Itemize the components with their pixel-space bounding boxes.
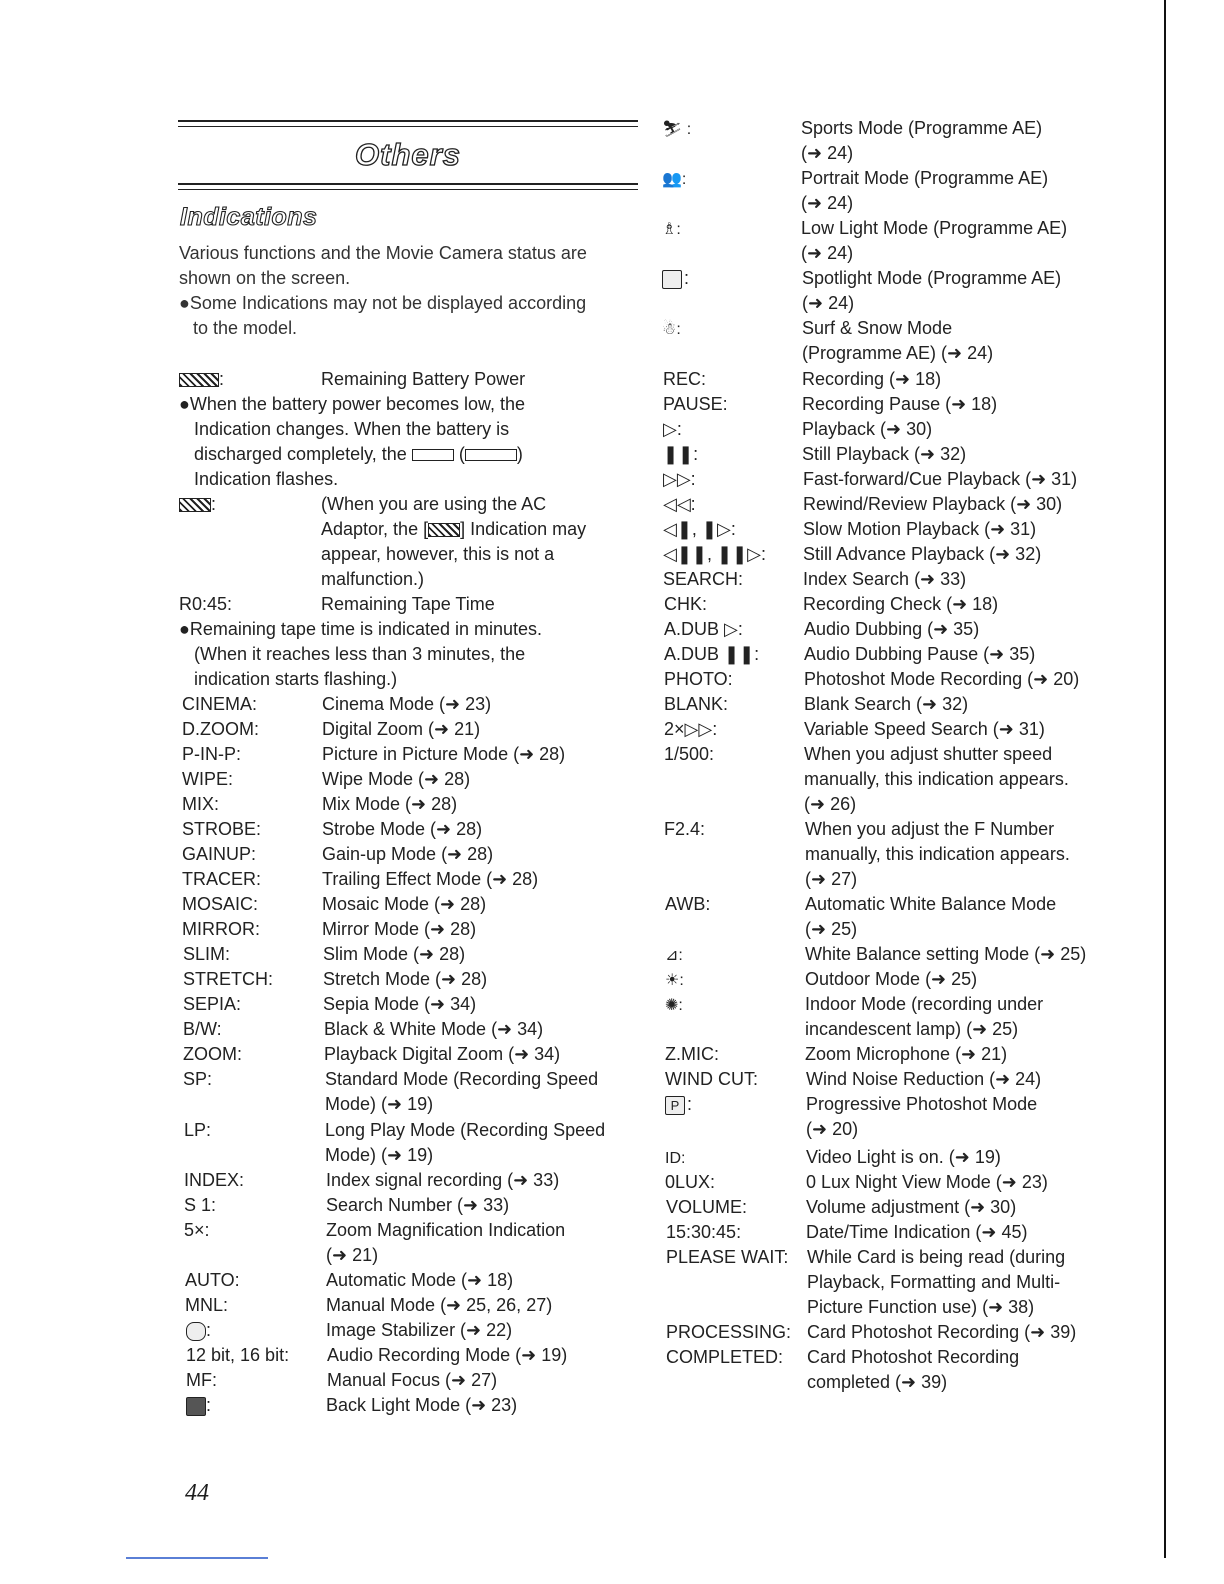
indication-desc: Slow Motion Playback (➜ 31) [803,519,1037,539]
icon-glyph: 👥: [662,171,687,188]
paren-close: ) [516,444,523,464]
indication-desc: Gain-up Mode (➜ 28) [322,844,494,864]
indication-desc: Zoom Microphone (➜ 21) [805,1044,1008,1064]
indication-key: WIND CUT: [665,1069,758,1089]
colon: : [687,1094,693,1114]
indication-desc: incandescent lamp) (➜ 25) [805,1019,1019,1039]
indication-desc [321,517,586,542]
indication-key: F2.4: [664,819,706,839]
indication-desc: Audio Recording Mode (➜ 19) [327,1345,568,1365]
indication-key: D.ZOOM: [182,719,259,739]
indication-desc: Mode) (➜ 19) [325,1094,434,1114]
spotlight-icon [662,266,689,291]
indication-desc: Cinema Mode (➜ 23) [322,694,492,714]
indication-desc: completed (➜ 39) [807,1372,948,1392]
indication-desc: (When you are using the AC [321,494,547,514]
indication-key: R0:45: [179,594,233,614]
page-edge-rule [1164,0,1166,1558]
note-line: ●Remaining tape time is indicated in minutes. [179,619,543,639]
indication-key: P-IN-P: [182,744,242,764]
indication-desc: appear, however, this is not a [321,544,555,564]
indication-desc: Blank Search (➜ 32) [804,694,969,714]
indication-desc: Picture in Picture Mode (➜ 28) [322,744,566,764]
indication-key: SEPIA: [183,994,242,1014]
indication-key: CHK: [664,594,708,614]
indication-key: WIPE: [182,769,234,789]
indication-desc: (➜ 24) [801,193,854,213]
header-rule-top [178,120,638,122]
indication-key: MIX: [182,794,220,814]
indication-desc: Automatic White Balance Mode [805,894,1057,914]
indication-desc: Audio Dubbing Pause (➜ 35) [804,644,1036,664]
indication-key: ZOOM: [183,1044,242,1064]
video-light-icon [665,1145,685,1171]
surf-snow-icon [662,316,681,342]
indication-key: STROBE: [182,819,262,839]
indication-desc: 0 Lux Night View Mode (➜ 23) [806,1172,1048,1192]
indication-key: ◁❚❚, ❚❚▷: [663,544,767,564]
indication-desc: Stretch Mode (➜ 28) [323,969,488,989]
indication-desc: (➜ 21) [326,1245,379,1265]
note-line: Indication changes. When the battery is [194,419,510,439]
indication-key: TRACER: [182,869,262,889]
desc-text: ] Indication may [460,519,587,539]
indication-desc: Card Photoshot Recording [807,1347,1020,1367]
indication-desc: Picture Function use) (➜ 38) [807,1297,1035,1317]
indication-key: REC: [663,369,707,389]
indication-desc: Photoshot Mode Recording (➜ 20) [804,669,1080,689]
battery-empty-icon [412,449,454,461]
icon-glyph: ⛷ : [662,121,692,138]
indication-desc: Card Photoshot Recording (➜ 39) [807,1322,1077,1342]
indication-desc: Mode) (➜ 19) [325,1145,434,1165]
indication-key: PLEASE WAIT: [666,1247,789,1267]
indication-desc: Zoom Magnification Indication [326,1220,566,1240]
battery-icon: : [179,367,224,392]
indication-desc: When you adjust the F Number [805,819,1055,839]
intro-line: shown on the screen. [179,268,351,288]
indication-desc: Recording (➜ 18) [802,369,942,389]
icon-glyph: ☀: [665,972,684,989]
indication-key: 1/500: [664,744,715,764]
indication-desc: Standard Mode (Recording Speed [325,1069,599,1089]
indication-desc: Mix Mode (➜ 28) [322,794,458,814]
indication-desc: Long Play Mode (Recording Speed [325,1120,606,1140]
indication-key: SEARCH: [663,569,744,589]
indication-desc: (➜ 25) [805,919,858,939]
indication-key: ❚❚: [663,444,699,464]
indication-desc: Volume adjustment (➜ 30) [806,1197,1017,1217]
indication-desc: Portrait Mode (Programme AE) [801,168,1049,188]
header-rule-bottom-thin [178,189,638,190]
indication-desc: malfunction.) [321,569,425,589]
indication-key: Z.MIC: [665,1044,719,1064]
indication-desc: Digital Zoom (➜ 21) [322,719,481,739]
spotlight-icon-box [662,270,682,289]
icon-glyph: ✺: [665,997,683,1014]
indication-desc: Index signal recording (➜ 33) [326,1170,560,1190]
indication-desc: Recording Pause (➜ 18) [802,394,998,414]
indication-desc: Search Number (➜ 33) [326,1195,510,1215]
indication-desc: Trailing Effect Mode (➜ 28) [322,869,539,889]
image-stabilizer-icon: : [186,1318,211,1343]
indication-key: 5×: [184,1220,210,1240]
indication-key: COMPLETED: [666,1347,784,1367]
portrait-icon [662,166,686,192]
indication-key: MNL: [185,1295,229,1315]
indication-key: A.DUB ▷: [664,619,743,639]
indication-desc: Sports Mode (Programme AE) [801,118,1043,138]
indication-desc: Playback (➜ 30) [802,419,933,439]
indication-desc: Low Light Mode (Programme AE) [801,218,1068,238]
indication-key: S 1: [184,1195,217,1215]
indication-key: INDEX: [184,1170,245,1190]
indication-desc: Wipe Mode (➜ 28) [322,769,471,789]
indication-desc: Playback Digital Zoom (➜ 34) [324,1044,561,1064]
progressive-icon-box: P [665,1096,685,1115]
indication-desc: Fast-forward/Cue Playback (➜ 31) [803,469,1078,489]
note-line [194,442,523,467]
note-line: (When it reaches less than 3 minutes, the [194,644,526,664]
indication-key: AUTO: [185,1270,240,1290]
icon-glyph: ♗: [662,221,681,238]
indication-key: 15:30:45: [666,1222,742,1242]
indication-key: MOSAIC: [182,894,259,914]
indication-desc: White Balance setting Mode (➜ 25) [805,944,1087,964]
intro-text [179,241,641,341]
white-balance-set-icon [665,942,683,968]
indication-desc: (➜ 26) [804,794,857,814]
indication-desc: Manual Focus (➜ 27) [327,1370,498,1390]
indication-key: GAINUP: [182,844,257,864]
icon-glyph: ⊿: [665,947,683,964]
indication-desc: (➜ 20) [806,1119,859,1139]
intro-line: Various functions and the Movie Camera status are [179,243,587,263]
indication-key: ▷▷: [663,469,696,489]
indication-key: STRETCH: [183,969,273,989]
back-light-icon: : [186,1393,211,1418]
indication-desc: Wind Noise Reduction (➜ 24) [806,1069,1042,1089]
indication-desc: Spotlight Mode (Programme AE) [802,268,1062,288]
page-number: 44 [185,1480,209,1506]
intro-bullet: ●Some Indications may not be displayed according [179,293,587,313]
indication-desc: Recording Check (➜ 18) [803,594,999,614]
indication-desc: While Card is being read (during [807,1247,1066,1267]
battery-empty-outline-icon [465,449,517,461]
indication-key: MIRROR: [182,919,260,939]
indication-key: ▷: [663,419,682,439]
paren-open: ( [458,444,465,464]
indication-desc: Rewind/Review Playback (➜ 30) [803,494,1063,514]
indication-key: 2×▷▷: [664,719,718,739]
indication-desc: Still Playback (➜ 32) [802,444,967,464]
indication-key: PHOTO: [664,669,733,689]
header-rule-top-thin [178,126,638,127]
indication-key: AWB: [665,894,711,914]
desc-text: Adaptor, the [ [321,519,429,539]
indication-desc: Indoor Mode (recording under [805,994,1044,1014]
header-rule-bottom [178,183,638,185]
indication-desc: (➜ 24) [802,293,855,313]
indication-key: PROCESSING: [666,1322,792,1342]
battery-ac-icon: : [179,492,216,517]
indication-desc: (➜ 24) [801,143,854,163]
indication-desc: Progressive Photoshot Mode [806,1094,1038,1114]
indication-desc: Black & White Mode (➜ 34) [324,1019,544,1039]
indication-key: VOLUME: [666,1197,748,1217]
indication-key: CINEMA: [182,694,258,714]
indication-desc: Outdoor Mode (➜ 25) [805,969,978,989]
indication-desc: Back Light Mode (➜ 23) [326,1395,518,1415]
indication-desc: Still Advance Playback (➜ 32) [803,544,1042,564]
indication-desc: Remaining Battery Power [321,369,526,389]
indication-key: MF: [186,1370,217,1390]
indication-key: PAUSE: [663,394,728,414]
outdoor-icon [665,967,684,993]
indication-desc: Sepia Mode (➜ 34) [323,994,477,1014]
indication-desc: (➜ 24) [801,243,854,263]
progressive-icon [665,1092,692,1117]
indication-desc: Surf & Snow Mode [802,318,953,338]
note-line: ●When the battery power becomes low, the [179,394,526,414]
page-bottom-rule [126,1557,268,1559]
icon-glyph: ID: [665,1150,686,1167]
note-line: indication starts flashing.) [194,669,398,689]
indication-desc: When you adjust shutter speed [804,744,1053,764]
indication-key: ◁◁: [663,494,696,514]
indication-desc: Remaining Tape Time [321,594,495,614]
indoor-icon [665,992,683,1018]
section-title: Indications [180,203,318,231]
indication-desc: Manual Mode (➜ 25, 26, 27) [326,1295,553,1315]
indication-key: A.DUB ❚❚: [664,644,760,664]
indication-key: SP: [183,1069,213,1089]
indication-desc: manually, this indication appears. [805,844,1070,864]
indication-key: 12 bit, 16 bit: [186,1345,290,1365]
note-text: discharged completely, the [194,444,407,464]
indication-key: ◁❚, ❚▷: [663,519,736,539]
battery-ac-inline-icon [428,523,460,537]
low-light-icon [662,216,681,242]
indication-desc: Mosaic Mode (➜ 28) [322,894,487,914]
indication-desc: Automatic Mode (➜ 18) [326,1270,514,1290]
indication-desc: (Programme AE) (➜ 24) [802,343,994,363]
indication-desc: Slim Mode (➜ 28) [323,944,466,964]
indication-desc: Strobe Mode (➜ 28) [322,819,483,839]
indication-desc: Date/Time Indication (➜ 45) [806,1222,1028,1242]
indication-desc: Playback, Formatting and Multi- [807,1272,1061,1292]
indication-desc: Audio Dubbing (➜ 35) [804,619,980,639]
note-line: Indication flashes. [194,469,339,489]
sports-icon [662,116,691,142]
indication-desc: Video Light is on. (➜ 19) [806,1147,1001,1167]
indication-desc: (➜ 27) [805,869,858,889]
indication-desc: Image Stabilizer (➜ 22) [326,1320,513,1340]
intro-bullet-cont: to the model. [193,318,298,338]
icon-glyph: ☃: [662,321,681,338]
indication-key: BLANK: [664,694,729,714]
indication-key: B/W: [183,1019,222,1039]
indication-key: LP: [184,1120,212,1140]
indication-desc: Index Search (➜ 33) [803,569,967,589]
indication-key: SLIM: [183,944,231,964]
page-title: Others [355,137,461,172]
indication-desc: Mirror Mode (➜ 28) [322,919,477,939]
indication-key: 0LUX: [665,1172,716,1192]
indication-desc: Variable Speed Search (➜ 31) [804,719,1045,739]
indication-desc: manually, this indication appears. [804,769,1069,789]
icon-glyph: : [684,268,690,288]
